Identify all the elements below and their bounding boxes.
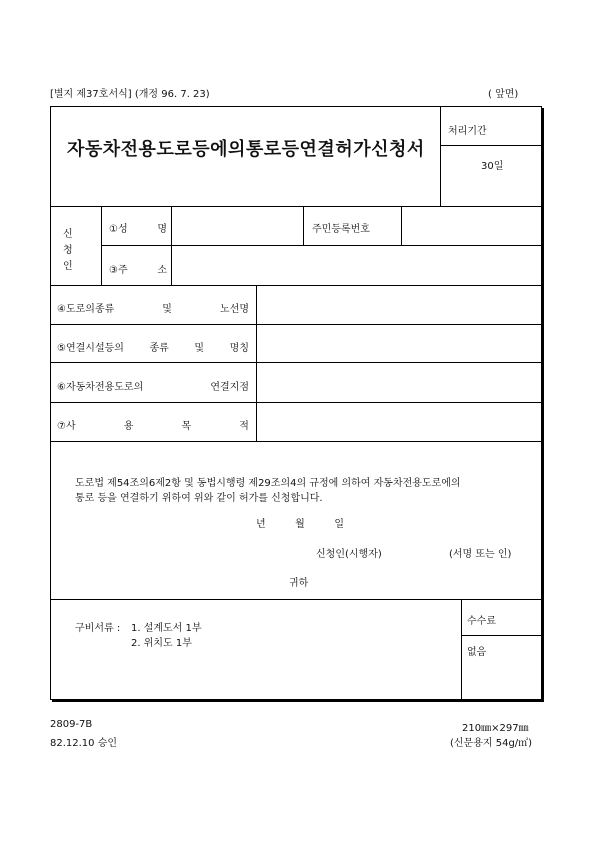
purpose-label: ⑦사 용 목 적 (57, 421, 249, 432)
application-date: 년 월 일 (256, 519, 344, 530)
applicant-label-2: 청 (63, 245, 73, 256)
form-title: 자동차전용도로등에의통로등연결허가신청서 (67, 139, 425, 160)
paper-type: (신문용지 54g/㎡) (450, 738, 533, 749)
processing-period-label: 처리기간 (448, 126, 487, 137)
name-label: ①성 명 (109, 224, 167, 235)
facility-type-label: ⑤연결시설등의 종류 및 명칭 (57, 343, 249, 354)
form-code: 2809-7B (50, 719, 93, 730)
purpose-field[interactable] (261, 405, 539, 439)
attachment-item-2: 2. 위치도 1부 (131, 638, 192, 649)
applicant-signature-label: 신청인(시행자) (316, 549, 382, 560)
applicant-label-3: 인 (63, 261, 73, 272)
resident-registration-number-field[interactable] (406, 208, 540, 243)
form-number: [별지 제37호서식] (개정 96. 7. 23) (50, 89, 210, 100)
facility-type-field[interactable] (261, 327, 539, 360)
statement-line-1: 도로법 제54조의6제2항 및 동법시행령 제29조의4의 규정에 의하여 자동차전용도로에의 (75, 478, 461, 489)
applicant-label-1: 신 (63, 229, 73, 240)
resident-registration-number-label: 주민등록번호 (312, 224, 370, 235)
processing-period-value: 30일 (481, 161, 504, 172)
fee-value: 없음 (467, 647, 487, 658)
fee-label: 수수료 (467, 616, 496, 627)
statement-line-2: 통로 등을 연결하기 위하여 위와 같이 허가를 신청합니다. (75, 493, 323, 504)
road-type-label: ④도로의종류 및 노선명 (57, 304, 249, 315)
attachments-label: 구비서류 : (75, 623, 121, 634)
application-form (50, 106, 542, 700)
name-field[interactable] (176, 208, 300, 243)
approval-date: 82.12.10 승인 (50, 738, 118, 749)
paper-size: 210㎜×297㎜ (462, 723, 529, 734)
page-side-label: ( 앞면) (488, 89, 519, 100)
address-label: ③주 소 (109, 265, 167, 276)
signature-note: (서명 또는 인) (449, 549, 512, 560)
attachment-item-1: 1. 설계도서 1부 (131, 623, 202, 634)
connection-point-label: ⑥자동차전용도로의 연결지점 (57, 382, 249, 393)
road-type-field[interactable] (261, 288, 539, 322)
connection-point-field[interactable] (261, 366, 539, 400)
address-field[interactable] (176, 248, 540, 283)
recipient-label: 귀하 (289, 578, 309, 589)
